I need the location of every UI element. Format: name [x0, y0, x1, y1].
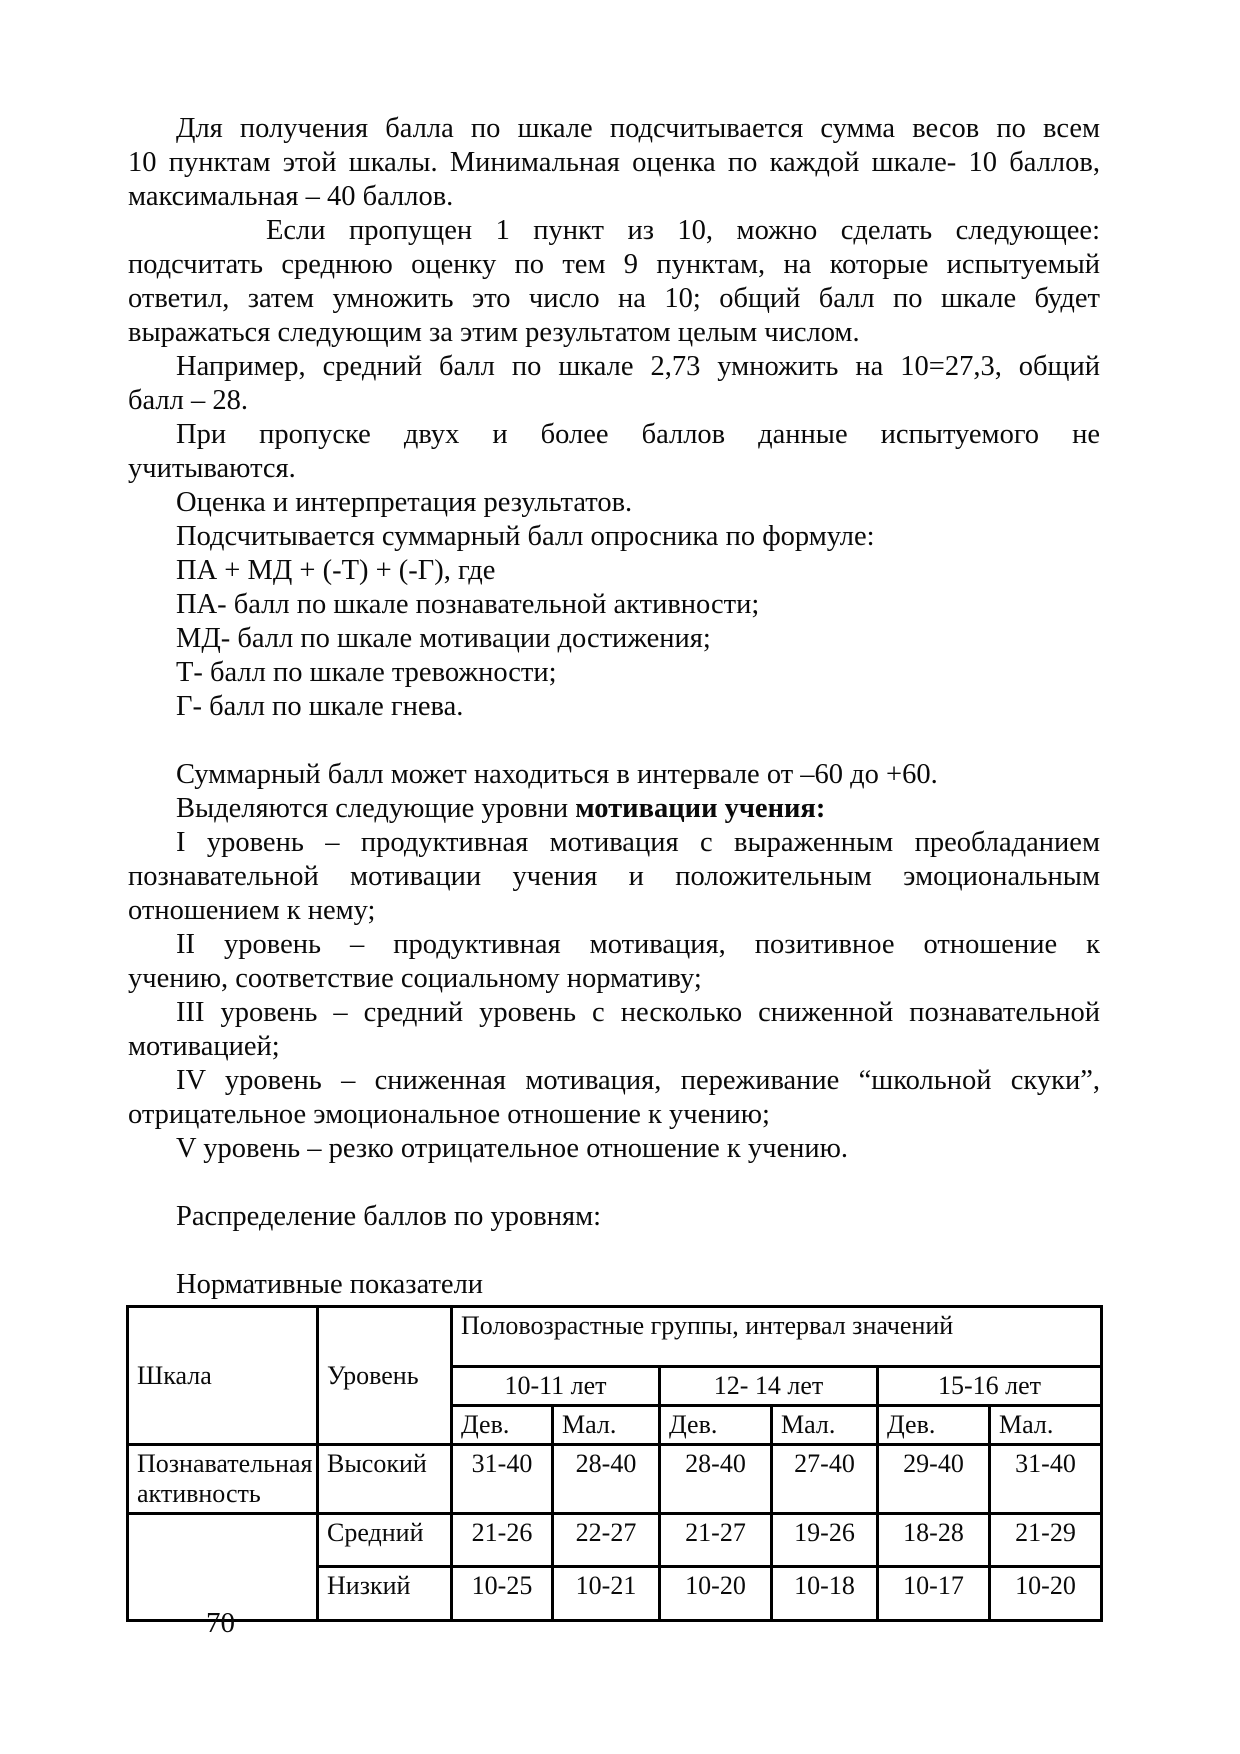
header-age-group-10-11: 10-11 лет — [452, 1367, 660, 1406]
header-sex-label: Мал. — [772, 1406, 878, 1445]
text-line: Для получения балла по шкале подсчитывается сумма весов по всем — [176, 113, 1100, 144]
text-line: Если пропущен 1 пункт из 10, можно сделать следующее: — [266, 215, 1100, 246]
text-line: отношением к нему; — [128, 895, 376, 926]
text-line: МД- балл по шкале мотивации достижения; — [176, 623, 711, 654]
para-level-2 — [128, 928, 1100, 996]
cell-value: 31-40 — [990, 1445, 1102, 1514]
cell-value: 21-29 — [990, 1514, 1102, 1567]
line-formula — [128, 554, 1100, 588]
text-line: 10 пунктам этой шкалы. Минимальная оценка по каждой шкале- 10 баллов, — [128, 147, 1100, 178]
cell-value: 21-26 — [452, 1514, 553, 1567]
cell-value: 18-28 — [878, 1514, 990, 1567]
header-groups: Половозрастные группы, интервал значений — [452, 1307, 1102, 1367]
text-line: Подсчитывается суммарный балл опросника по формуле: — [176, 521, 875, 552]
text-line: мотивацией; — [128, 1031, 280, 1062]
cell-value: 10-18 — [772, 1567, 878, 1621]
line-md-definition — [128, 622, 1100, 656]
para-score-sum — [128, 112, 1100, 214]
blank-line — [128, 1166, 1100, 1200]
text-line: балл – 28. — [128, 385, 248, 416]
text-line: Распределение баллов по уровням: — [176, 1201, 602, 1232]
para-level-4 — [128, 1064, 1100, 1132]
cell-value: 28-40 — [660, 1445, 772, 1514]
line-g-definition — [128, 690, 1100, 724]
cell-value: 27-40 — [772, 1445, 878, 1514]
cell-value: 21-27 — [660, 1514, 772, 1567]
text-line: подсчитать среднюю оценку по тем 9 пунктам, на которые испытуемый — [128, 249, 1100, 280]
para-interpretation-heading — [128, 486, 1100, 520]
text-line: учению, соответствие социальному нормативу; — [128, 963, 702, 994]
blank-line — [128, 724, 1100, 758]
line-t-definition — [128, 656, 1100, 690]
cell-value: 10-20 — [990, 1567, 1102, 1621]
text-line: III уровень – средний уровень с несколько сниженной познавательной — [176, 997, 1100, 1028]
header-level: Уровень — [318, 1307, 452, 1445]
cell-value: 10-25 — [452, 1567, 553, 1621]
cell-value: 19-26 — [772, 1514, 878, 1567]
cell-scale-name: Познавательная активность — [128, 1445, 318, 1514]
text-line: V уровень – резко отрицательное отношение к учению. — [176, 1133, 849, 1164]
cell-value: 22-27 — [553, 1514, 660, 1567]
cell-value: 29-40 — [878, 1445, 990, 1514]
text-run-bold: мотивации учения: — [575, 793, 826, 824]
header-age-group-12-14: 12- 14 лет — [660, 1367, 878, 1406]
text-line: учитываются. — [128, 453, 296, 484]
text-line: ответил, затем умножить это число на 10; общий балл по шкале будет — [128, 283, 1100, 314]
cell-level: Высокий — [318, 1445, 452, 1514]
cell-scale-empty — [128, 1514, 318, 1621]
text-line — [128, 792, 1100, 826]
table-title — [128, 1268, 1100, 1302]
para-level-3 — [128, 996, 1100, 1064]
table-row-medium — [128, 1514, 1102, 1567]
blank-line — [128, 1234, 1100, 1268]
cell-value: 10-17 — [878, 1567, 990, 1621]
text-line: Нормативные показатели — [176, 1269, 484, 1300]
header-scale: Шкала — [128, 1307, 318, 1445]
line-pa-definition — [128, 588, 1100, 622]
text-line: При пропуске двух и более баллов данные испытуемого не — [176, 419, 1100, 450]
para-level-5 — [128, 1132, 1100, 1166]
text-line: Например, средний балл по шкале 2,73 умножить на 10=27,3, общий — [176, 351, 1100, 382]
text-line: Т- балл по шкале тревожности; — [176, 657, 557, 688]
text-column — [128, 112, 1100, 1622]
page-number: 70 — [206, 1607, 235, 1639]
text-line: II уровень – продуктивная мотивация, позитивное отношение к — [176, 929, 1100, 960]
header-age-group-15-16: 15-16 лет — [878, 1367, 1102, 1406]
cell-value: 28-40 — [553, 1445, 660, 1514]
text-run: Выделяются следующие уровни — [176, 793, 576, 824]
cell-level: Низкий — [318, 1567, 452, 1621]
text-line: максимальная – 40 баллов. — [128, 181, 454, 212]
para-two-missing — [128, 418, 1100, 486]
header-sex-label: Дев. — [660, 1406, 772, 1445]
para-missing-item — [128, 214, 1100, 350]
text-line: Оценка и интерпретация результатов. — [176, 487, 633, 518]
table-row-high — [128, 1445, 1102, 1514]
header-sex-label: Мал. — [553, 1406, 660, 1445]
header-sex-label: Мал. — [990, 1406, 1102, 1445]
text-line: выражаться следующим за этим результатом целым числом. — [128, 317, 860, 348]
cell-value: 31-40 — [452, 1445, 553, 1514]
header-sex-label: Дев. — [878, 1406, 990, 1445]
para-formula-intro — [128, 520, 1100, 554]
text-line: Суммарный балл может находиться в интервале от –60 до +60. — [176, 759, 938, 790]
text-line: познавательной мотивации учения и положительным эмоциональным — [128, 861, 1100, 892]
text-line: ПА- балл по шкале познавательной активности; — [176, 589, 760, 620]
cell-value: 10-20 — [660, 1567, 772, 1621]
text-line: ПА + МД + (-Т) + (-Г), где — [176, 555, 496, 586]
text-line: I уровень – продуктивная мотивация с выраженным преобладанием — [176, 827, 1100, 858]
para-level-1 — [128, 826, 1100, 928]
para-total-range — [128, 758, 1100, 792]
para-example — [128, 350, 1100, 418]
text-line: отрицательное эмоциональное отношение к учению; — [128, 1099, 770, 1130]
cell-value: 10-21 — [553, 1567, 660, 1621]
normative-table — [126, 1305, 1103, 1622]
text-line: IV уровень – сниженная мотивация, переживание “школьной скуки”, — [176, 1065, 1100, 1096]
cell-level: Средний — [318, 1514, 452, 1567]
text-line: Г- балл по шкале гнева. — [176, 691, 464, 722]
header-sex-label: Дев. — [452, 1406, 553, 1445]
para-distribution-heading — [128, 1200, 1100, 1234]
para-levels-intro — [128, 792, 1100, 826]
